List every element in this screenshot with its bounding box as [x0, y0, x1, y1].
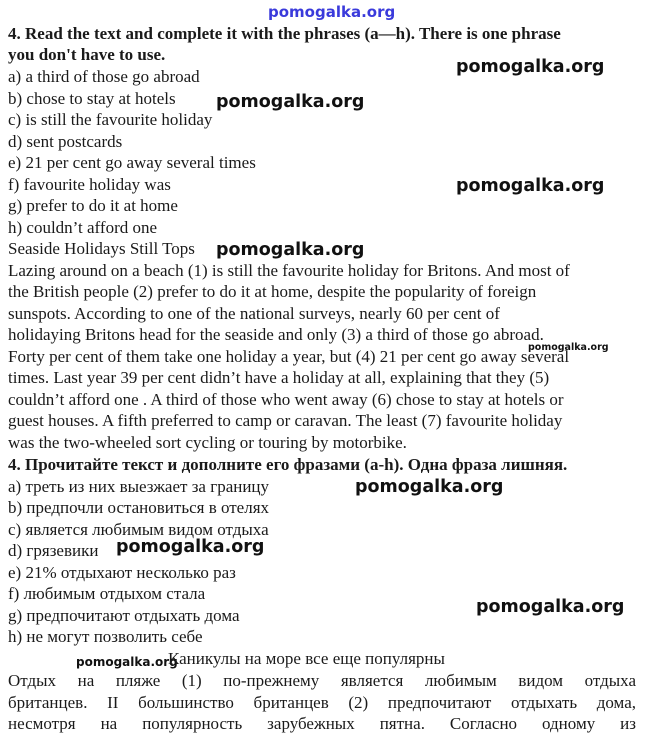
watermark: pomogalka.org: [76, 655, 178, 669]
body-line-en: Forty per cent of them take one holiday a year, but (4) 21 per cent go away several: [8, 347, 570, 366]
option-en: b) chose to stay at hotels: [8, 89, 176, 108]
option-ru: f) любимым отдыхом стала: [8, 584, 206, 603]
body-line-en: sunspots. According to one of the national surveys, nearly 60 per cent of: [8, 304, 500, 323]
option-en: e) 21 per cent go away several times: [8, 153, 256, 172]
option-en: g) prefer to do it at home: [8, 196, 178, 215]
task-heading-ru: 4. Прочитайте текст и дополните его фразами (a-h). Одна фраза лишняя.: [8, 455, 568, 474]
watermark: pomogalka.org: [216, 92, 365, 112]
option-ru: h) не могут позволить себе: [8, 627, 203, 646]
watermark: pomogalka.org: [456, 176, 605, 196]
watermark-top: pomogalka.org: [268, 3, 396, 21]
body-line-en: the British people (2) prefer to do it at home, despite the popularity of foreign: [8, 282, 537, 301]
option-en: d) sent postcards: [8, 132, 123, 151]
watermark: pomogalka.org: [476, 597, 625, 617]
body-ru: [8, 670, 636, 735]
article-title-en: Seaside Holidays Still Tops: [8, 239, 195, 258]
option-ru: a) треть из них выезжает за границу: [8, 477, 270, 496]
body-line-en: was the two-wheeled sort cycling or touring by motorbike.: [8, 433, 407, 452]
watermark: pomogalka.org: [116, 537, 265, 557]
body-line-ru: несмотря на популярность зарубежных пятна. Согласно одному из: [8, 714, 636, 733]
option-ru: d) грязевики: [8, 541, 99, 560]
article-title-ru: Каникулы на море все еще популярны: [168, 649, 445, 668]
body-line-en: guest houses. A fifth preferred to camp or caravan. The least (7) favourite holiday: [8, 411, 563, 430]
option-ru: c) является любимым видом отдыха: [8, 520, 269, 539]
task-heading-en: 4. Read the text and complete it with the phrases (a—h). There is one phrase: [8, 24, 561, 43]
option-ru: e) 21% отдыхают несколько раз: [8, 563, 236, 582]
body-line-en: times. Last year 39 per cent didn’t have a holiday at all, explaining that they (5): [8, 368, 550, 387]
body-line-en: couldn’t afford one . A third of those who went away (6) chose to stay at hotels or: [8, 390, 564, 409]
option-ru: g) предпочитают отдыхать дома: [8, 606, 240, 625]
watermark: pomogalka.org: [216, 240, 365, 260]
watermark-small: pomogalka.org: [528, 342, 609, 353]
body-line-ru: Отдых на пляже (1) по-прежнему является любимым видом отдыха: [8, 671, 636, 690]
option-en: c) is still the favourite holiday: [8, 110, 213, 129]
body-line-en: holidaying Britons head for the seaside and only (3) a third of those go abroad.: [8, 325, 544, 344]
watermark: pomogalka.org: [355, 477, 504, 497]
option-en: a) a third of those go abroad: [8, 67, 200, 86]
option-en: f) favourite holiday was: [8, 175, 171, 194]
option-en: h) couldn’t afford one: [8, 218, 158, 237]
task-heading-en-line2: you don't have to use.: [8, 45, 166, 64]
body-line-en: Lazing around on a beach (1) is still the favourite holiday for Britons. And most of: [8, 261, 570, 280]
watermark: pomogalka.org: [456, 57, 605, 77]
option-ru: b) предпочли остановиться в отелях: [8, 498, 270, 517]
body-line-ru: британцев. II большинство британцев (2) предпочитают отдыхать дома,: [8, 692, 636, 712]
